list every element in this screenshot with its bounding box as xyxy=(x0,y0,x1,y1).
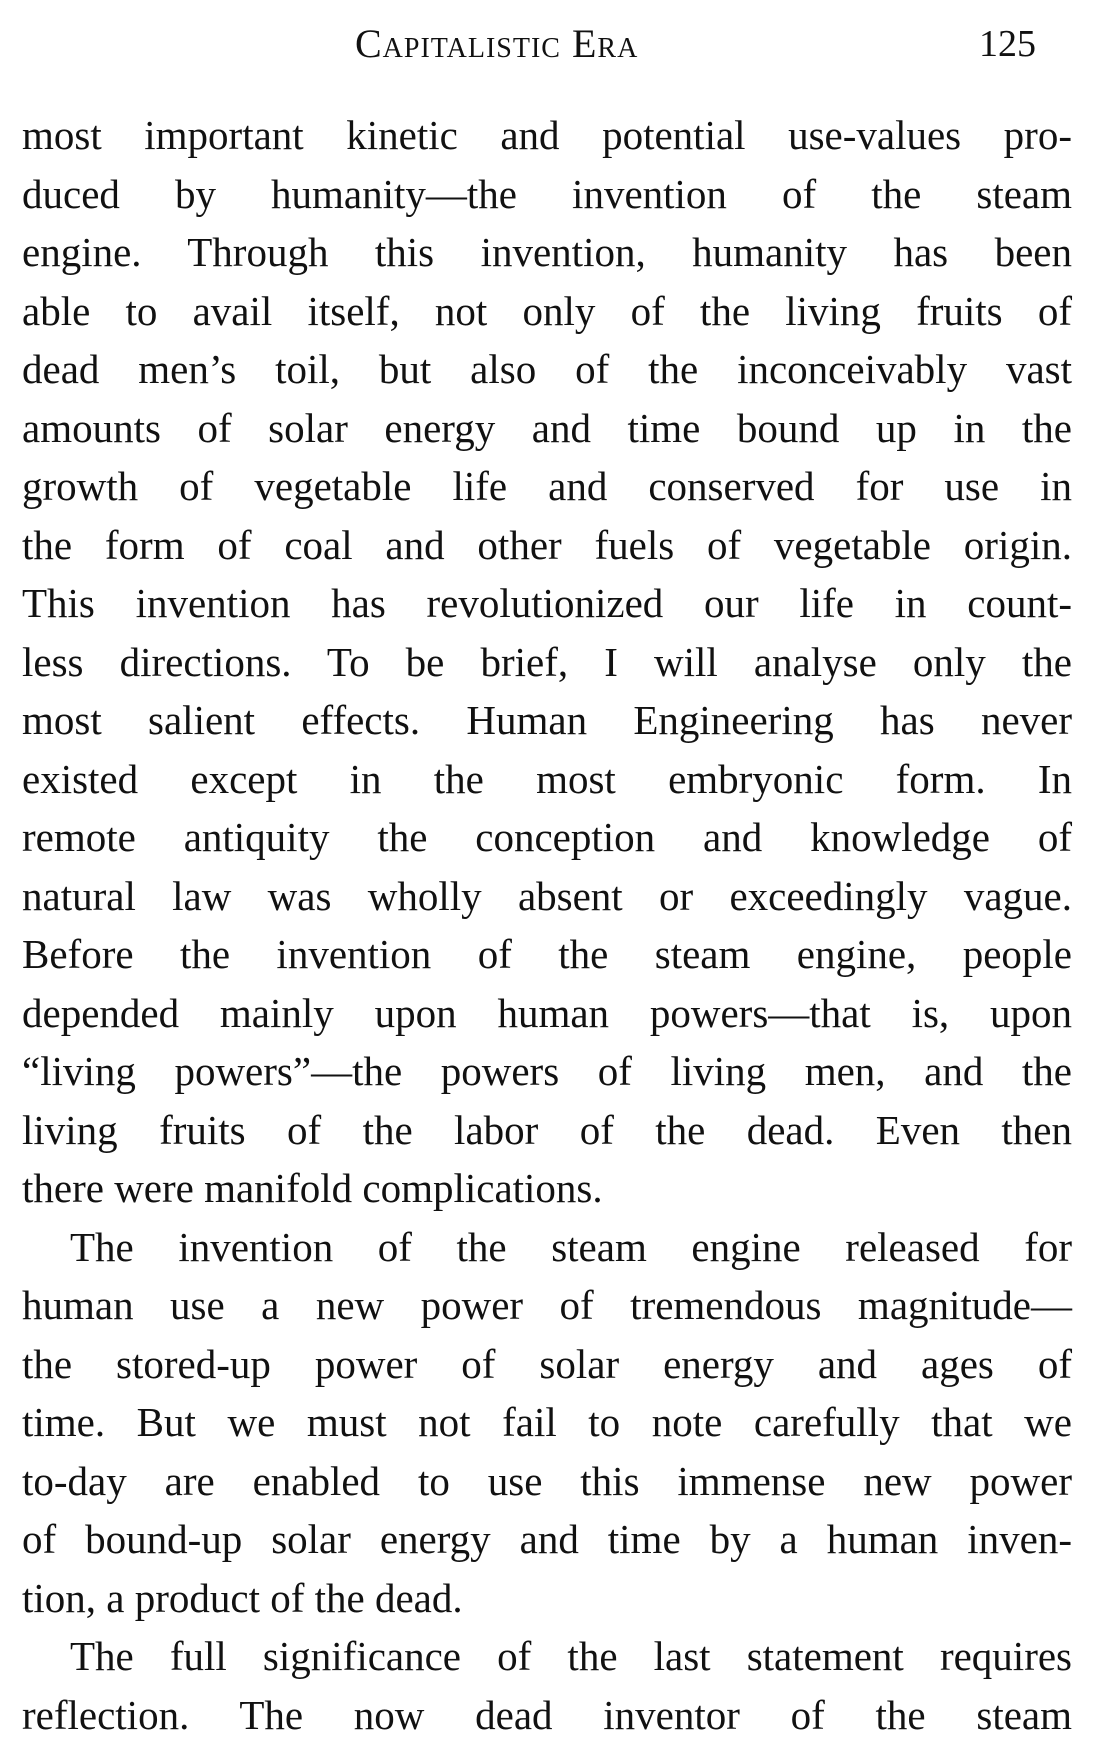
paragraph-2 xyxy=(22,1218,1072,1628)
text-line: the stored-up power of solar energy and ages of xyxy=(22,1340,1072,1387)
text-line: duced by humanity—the invention of the steam xyxy=(22,170,1072,217)
text-line: tion, a product of the dead. xyxy=(22,1574,463,1621)
text-line: Before the invention of the steam engine, people xyxy=(22,931,1072,977)
text-line: natural law was wholly absent or exceedingly vague. xyxy=(22,872,1072,919)
text-line: dead men’s toil, but also of the inconceivably vast xyxy=(22,346,1072,392)
text-line: the form of coal and other fuels of vegetable origin. xyxy=(22,521,1072,568)
text-line: living fruits of the labor of the dead. Even then xyxy=(22,1106,1072,1153)
text-line: “living powers”—the powers of living men, and the xyxy=(22,1048,1072,1094)
text-line: remote antiquity the conception and knowledge of xyxy=(22,814,1072,860)
text-line: time. But we must not fail to note carefully that we xyxy=(22,1399,1072,1445)
body-text xyxy=(22,106,1072,1744)
paragraph-1 xyxy=(22,106,1072,1218)
text-line: engine. Through this invention, humanity has been xyxy=(22,229,1072,275)
text-line: amounts of solar energy and time bound up in the xyxy=(22,404,1072,451)
text-line: existed except in the most embryonic form. In xyxy=(22,755,1072,802)
text-line: reflection. The now dead inventor of the steam xyxy=(22,1691,1072,1738)
text-line: growth of vegetable life and conserved for use in xyxy=(22,463,1072,509)
running-title: Capitalistic Era xyxy=(355,21,639,66)
text-line: The invention of the steam engine released for xyxy=(70,1223,1072,1270)
text-line: most important kinetic and potential use-values pro- xyxy=(22,112,1072,158)
text-line: less directions. To be brief, I will analyse only the xyxy=(22,638,1072,685)
text-line: depended mainly upon human powers—that is, upon xyxy=(22,989,1072,1036)
running-head xyxy=(0,14,1096,74)
text-line: The full significance of the last statement requires xyxy=(70,1633,1072,1679)
text-line: most salient effects. Human Engineering has never xyxy=(22,697,1072,743)
text-line: human use a new power of tremendous magnitude— xyxy=(22,1282,1072,1328)
text-line: there were manifold complications. xyxy=(22,1165,603,1211)
page-number: 125 xyxy=(979,23,1036,65)
text-line: of bound-up solar energy and time by a human inven- xyxy=(22,1516,1072,1562)
text-line: able to avail itself, not only of the living fruits of xyxy=(22,287,1072,334)
paragraph-3 xyxy=(22,1627,1072,1744)
text-line: to-day are enabled to use this immense new power xyxy=(22,1457,1072,1504)
text-line: This invention has revolutionized our life in count- xyxy=(22,580,1072,626)
